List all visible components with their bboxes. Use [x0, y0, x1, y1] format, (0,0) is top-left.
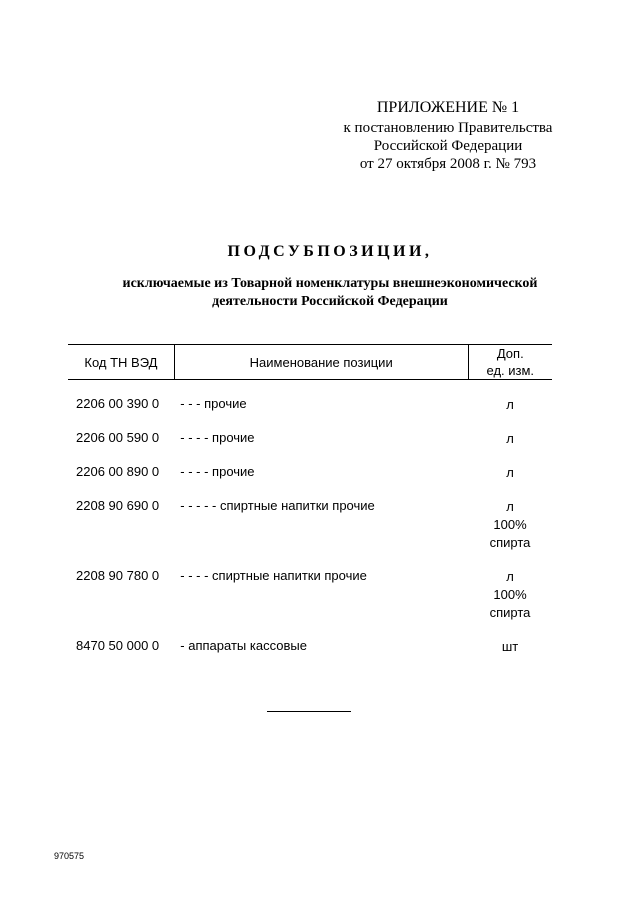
header-unit	[468, 345, 552, 380]
document-code: 970575	[54, 851, 85, 861]
row-unit	[468, 380, 552, 415]
appendix-block	[300, 99, 596, 173]
table-row	[68, 482, 552, 552]
row-unit-line: 100%	[493, 587, 527, 602]
row-code: 2206 00 590 0	[76, 430, 160, 445]
table-header-row	[68, 345, 552, 380]
row-code: 2206 00 890 0	[76, 464, 160, 479]
heading-block	[60, 243, 600, 311]
table-row	[68, 622, 552, 656]
row-unit-line: л	[506, 569, 514, 584]
codes-table	[68, 344, 552, 656]
row-unit	[468, 414, 552, 448]
appendix-line-1: к постановлению Правительства	[343, 120, 553, 136]
header-unit-line-1: Доп.	[496, 346, 524, 361]
appendix-line-2: Российской Федерации	[373, 138, 523, 154]
row-unit-line: спирта	[489, 535, 531, 550]
row-unit-line: л	[506, 431, 514, 446]
row-name: - - - прочие	[180, 396, 247, 411]
row-unit-line: л	[506, 397, 514, 412]
table-row	[68, 552, 552, 622]
row-unit-line: л	[506, 465, 514, 480]
row-unit-line: л	[506, 499, 514, 514]
header-unit-line-2: ед. изм.	[486, 363, 535, 378]
header-code: Код ТН ВЭД	[68, 345, 174, 380]
row-code: 2208 90 780 0	[76, 568, 160, 583]
row-code: 2208 90 690 0	[76, 498, 160, 513]
row-unit	[468, 482, 552, 552]
appendix-title: ПРИЛОЖЕНИЕ № 1	[376, 99, 520, 116]
header-name: Наименование позиции	[174, 345, 468, 380]
row-code: 2206 00 390 0	[76, 396, 160, 411]
end-rule-divider	[267, 711, 351, 712]
row-name: - - - - - спиртные напитки прочие	[180, 498, 375, 513]
row-unit-line: 100%	[493, 517, 527, 532]
heading-subtitle-2: деятельности Российской Федерации	[212, 294, 448, 309]
row-name: - аппараты кассовые	[180, 638, 307, 653]
appendix-line-3: от 27 октября 2008 г. № 793	[359, 156, 537, 172]
row-unit	[468, 448, 552, 482]
row-unit	[468, 552, 552, 622]
row-name: - - - - прочие	[180, 430, 255, 445]
row-unit-line: спирта	[489, 605, 531, 620]
row-name: - - - - прочие	[180, 464, 255, 479]
heading-title: ПОДСУБПОЗИЦИИ,	[227, 243, 433, 260]
row-unit-line: шт	[501, 639, 519, 654]
table-row	[68, 414, 552, 448]
row-code: 8470 50 000 0	[76, 638, 160, 653]
heading-subtitle-1: исключаемые из Товарной номенклатуры внешнеэкономической	[122, 276, 538, 291]
row-name: - - - - спиртные напитки прочие	[180, 568, 367, 583]
row-unit	[468, 622, 552, 656]
table-row	[68, 380, 552, 415]
table-row	[68, 448, 552, 482]
